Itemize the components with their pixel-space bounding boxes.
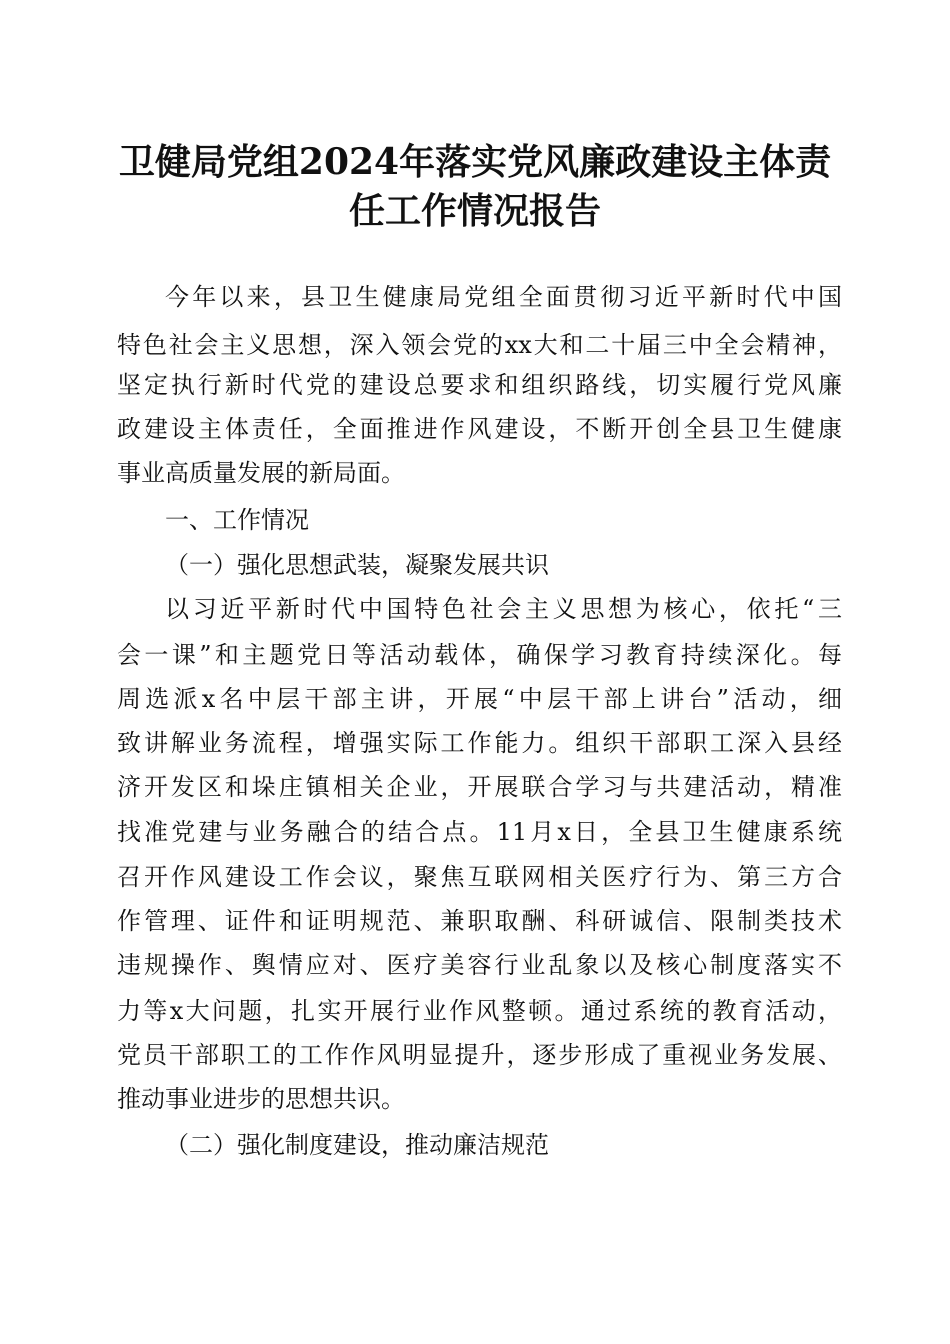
subsection-heading: （二）强化制度建设，推动廉洁规范 <box>165 1131 549 1159</box>
body-paragraph-line: 党员干部职工的工作作风明显提升，逐步形成了重视业务发展、 <box>117 1041 842 1069</box>
intro-paragraph-line: 政建设主体责任，全面推进作风建设，不断开创全县卫生健康 <box>117 415 842 443</box>
body-paragraph-line: 周选派x名中层干部主讲，开展“中层干部上讲台”活动，细 <box>117 685 842 713</box>
body-paragraph-line: 找准党建与业务融合的结合点。11月x日，全县卫生健康系统 <box>117 818 842 846</box>
document-title-line-1: 卫健局党组2024年落实党风廉政建设主体责 <box>118 141 832 183</box>
section-heading: 一、工作情况 <box>165 506 309 534</box>
body-paragraph-line: 召开作风建设工作会议，聚焦互联网相关医疗行为、第三方合 <box>117 863 842 891</box>
body-paragraph-line: 济开发区和垛庄镇相关企业，开展联合学习与共建活动，精准 <box>117 773 842 801</box>
intro-paragraph-line: 事业高质量发展的新局面。 <box>117 459 405 487</box>
subsection-heading: （一）强化思想武装，凝聚发展共识 <box>165 551 549 579</box>
body-paragraph-line: 违规操作、舆情应对、医疗美容行业乱象以及核心制度落实不 <box>117 951 842 979</box>
body-paragraph-line: 会一课”和主题党日等活动载体，确保学习教育持续深化。每 <box>117 641 842 669</box>
intro-paragraph-line: 坚定执行新时代党的建设总要求和组织路线，切实履行党风廉 <box>117 371 842 399</box>
body-paragraph-line: 以习近平新时代中国特色社会主义思想为核心，依托“三 <box>165 595 842 623</box>
intro-paragraph-line: 特色社会主义思想，深入领会党的xx大和二十届三中全会精神， <box>117 331 842 359</box>
body-paragraph-line: 作管理、证件和证明规范、兼职取酬、科研诚信、限制类技术 <box>117 907 842 935</box>
intro-paragraph-line: 今年以来，县卫生健康局党组全面贯彻习近平新时代中国 <box>165 283 842 311</box>
body-paragraph-line: 力等x大问题，扎实开展行业作风整顿。通过系统的教育活动， <box>117 997 842 1025</box>
body-paragraph-line: 致讲解业务流程，增强实际工作能力。组织干部职工深入县经 <box>117 729 842 757</box>
body-paragraph-line: 推动事业进步的思想共识。 <box>117 1085 405 1113</box>
document-title-line-2: 任工作情况报告 <box>348 190 601 232</box>
